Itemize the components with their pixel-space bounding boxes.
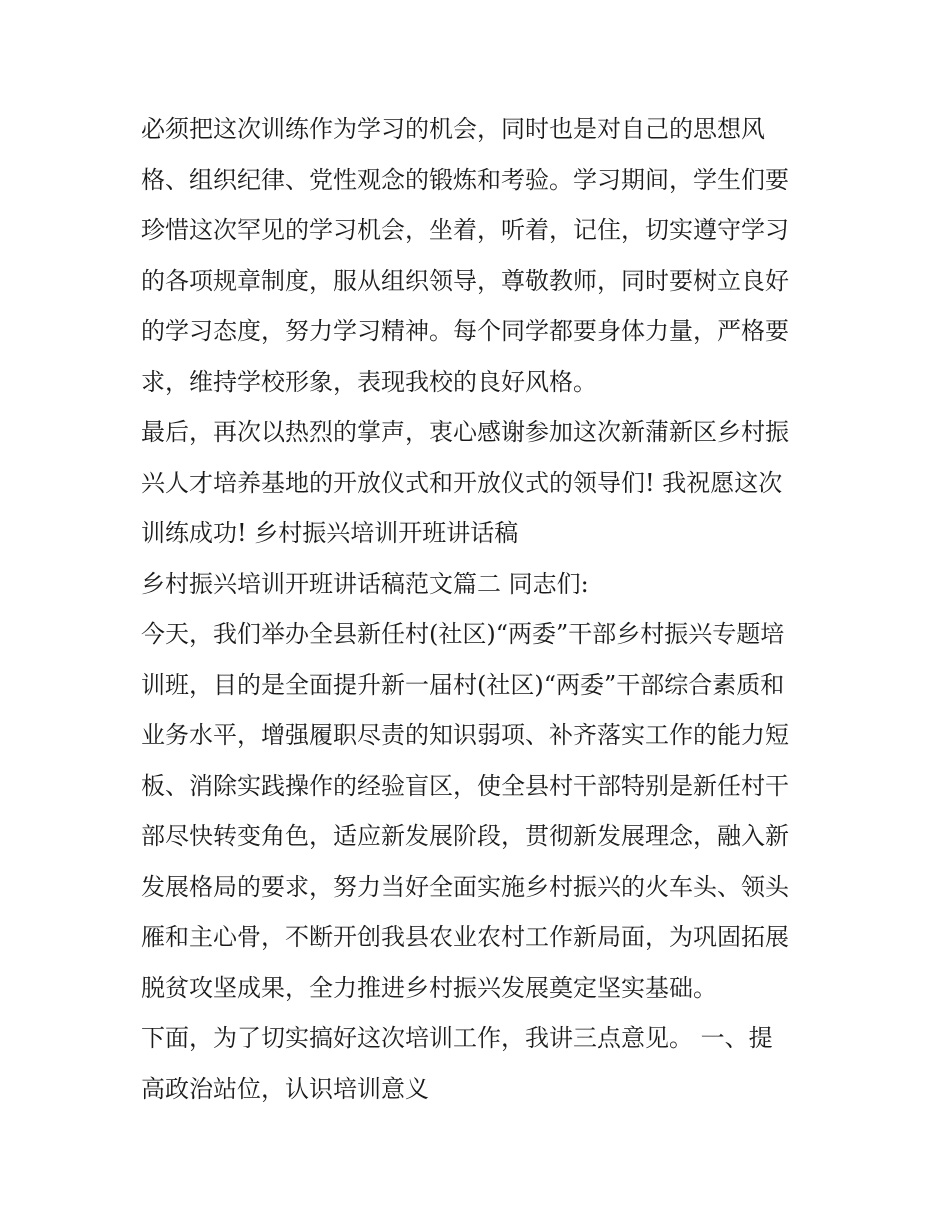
text-line: 的学习态度，努力学习精神。每个同学都要身体力量，严格要 xyxy=(141,317,789,345)
text-line: 训班，目的是全面提升新一届村(社区)“两委”干部综合素质和 xyxy=(141,670,785,699)
section-heading: 乡村振兴培训开班讲话稿范文篇二 同志们: xyxy=(141,569,589,598)
text-line: 珍惜这次罕见的学习机会，坐着，听着，记住，切实遵守学习 xyxy=(141,216,789,244)
text-line: 部尽快转变角色，适应新发展阶段，贯彻新发展理念，融入新 xyxy=(141,822,789,850)
text-line: 格、组织纪律、党性观念的锻炼和考验。学习期间，学生们要 xyxy=(141,165,789,194)
text-line: 雁和主心骨，不断开创我县农业农村工作新局面，为巩固拓展 xyxy=(141,923,789,951)
text-line: 下面，为了切实搞好这次培训工作，我讲三点意见。 一、提 xyxy=(141,1024,773,1052)
text-line: 求，维持学校形象，表现我校的良好风格。 xyxy=(141,367,597,396)
text-line: 业务水平，增强履职尽责的知识弱项、补齐落实工作的能力短 xyxy=(141,721,789,749)
document-body xyxy=(141,104,821,1114)
text-line: 的各项规章制度，服从组织领导，尊敬教师，同时要树立良好 xyxy=(141,266,789,295)
text-line: 兴人才培养基地的开放仪式和开放仪式的领导们! 我祝愿这次 xyxy=(141,468,783,497)
text-line: 今天，我们举办全县新任村(社区)“两委”干部乡村振兴专题培 xyxy=(141,620,785,648)
text-line: 板、消除实践操作的经验盲区，使全县村干部特别是新任村干 xyxy=(141,771,789,800)
text-line: 最后，再次以热烈的掌声，衷心感谢参加这次新蒲新区乡村振 xyxy=(141,418,789,446)
text-line: 发展格局的要求，努力当好全面实施乡村振兴的火车头、领头 xyxy=(141,872,789,901)
text-line: 脱贫攻坚成果，全力推进乡村振兴发展奠定坚实基础。 xyxy=(141,973,717,1002)
text-line: 高政治站位，认识培训意义 xyxy=(141,1074,429,1103)
text-line: 训练成功! 乡村振兴培训开班讲话稿 xyxy=(141,519,519,547)
text-line: 必须把这次训练作为学习的机会，同时也是对自己的思想风 xyxy=(141,115,765,143)
